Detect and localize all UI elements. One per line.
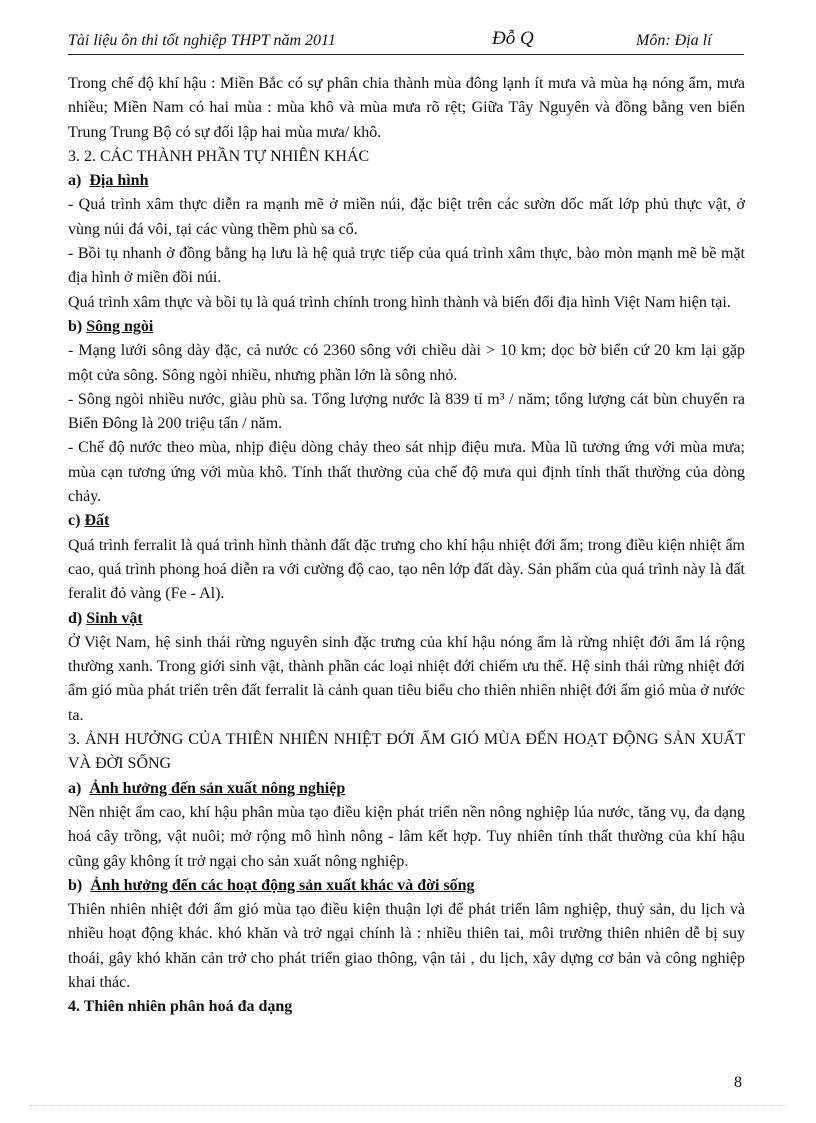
subsection-label: c) — [68, 512, 85, 530]
page-body — [68, 72, 745, 1020]
footer-divider — [30, 1105, 786, 1106]
paragraph: Quá trình ferralit là quá trình hình thành đất đặc trưng cho khí hậu nhiệt đới ẩm; trong điều kiện nhiệt ẩm cao, quá trình phong hoá diễn ra với cường độ cao, tạo nên lớp đất dày. Sản phẩm của quá trình này là đất feralit đỏ vàng (Fe - Al). — [68, 536, 745, 603]
section-heading: 3. 2. CÁC THÀNH PHẦN TỰ NHIÊN KHÁC — [68, 147, 370, 165]
paragraph: - Bồi tụ nhanh ở đồng bằng hạ lưu là hệ quả trực tiếp của quá trình xâm thực, bào mòn mạnh mẽ bề mặt địa hình ở miền đồi núi. — [68, 245, 745, 287]
paragraph: Nền nhiệt ẩm cao, khí hậu phân mùa tạo điều kiện phát triển nền nông nghiệp lúa nước, tăng vụ, đa dạng hoá cây trồng, vật nuôi; mở rộng mô hình nông - lâm kết hợp. Tuy nhiên tính thất thường của khí hậu cũng gây không ít trở ngại cho sản xuất nông nghiệp. — [68, 803, 745, 870]
subsection-title: Đất — [84, 512, 110, 530]
subsection-label: b) — [68, 876, 91, 894]
section-heading: 4. Thiên nhiên phân hoá đa dạng — [68, 998, 293, 1016]
subsection-label: d) — [68, 609, 87, 627]
subsection-heading — [68, 607, 745, 631]
subsection-title: Sinh vật — [86, 609, 143, 627]
subsection-label: a) — [68, 779, 90, 797]
subsection-title: Ảnh hưởng đến các hoạt động sản xuất khác và đời sống — [90, 876, 475, 894]
paragraph: - Chế độ nước theo mùa, nhịp điệu dòng chảy theo sát nhịp điệu mưa. Mùa lũ tương ứng với mùa mưa; mùa cạn tương ứng với mùa khô. Tính thất thường của chế độ mưa qui định tính thất thường của dòng chảy. — [68, 439, 745, 506]
subsection-title: Sông ngòi — [86, 317, 154, 335]
section-heading: 3. ẢNH HƯỞNG CỦA THIÊN NHIÊN NHIỆT ĐỚI ẨM GIÓ MÙA ĐẾN HOẠT ĐỘNG SẢN XUẤT VÀ ĐỜI SỐNG — [68, 731, 745, 773]
header-subject: Môn: Địa lí — [636, 32, 712, 49]
page-header — [68, 28, 744, 55]
subsection-title: Ảnh hưởng đến sản xuất nông nghiệp — [89, 779, 346, 797]
subsection-label: a) — [68, 172, 90, 190]
paragraph: Thiên nhiên nhiệt đới ẩm gió mùa tạo điều kiện thuận lợi để phát triển lâm nghiệp, thuỷ sản, du lịch và nhiều hoạt động khác. khó khăn và trở ngại chính là : nhiều thiên tai, môi trường thiên nhiên dễ bị suy thoái, gây khó khăn cản trở cho phát triển giao thông, vận tải , du lịch, xây dựng cơ bản và công nghiệp khai thác. — [68, 901, 745, 991]
paragraph: - Sông ngòi nhiều nước, giàu phù sa. Tổng lượng nước là 839 tỉ m³ / năm; tổng lượng cát bùn chuyển ra Biển Đông là 200 triệu tấn / năm. — [68, 390, 745, 433]
subsection-heading — [68, 509, 745, 533]
paragraph: Trong chế độ khí hậu : Miền Bắc có sự phân chia thành mùa đông lạnh ít mưa và mùa hạ nóng ẩm, mưa nhiều; Miền Nam có hai mùa : mùa khô và mùa mưa rõ rệt; Giữa Tây Nguyên và đồng bằng ven biển Trung Trung Bộ có sự đối lập hai mùa mưa/ khô. — [68, 75, 745, 141]
subsection-label: b) — [68, 317, 87, 335]
subsection-heading — [68, 874, 745, 898]
header-doc-title: Tài liệu ôn thi tốt nghiệp THPT năm 2011 — [68, 32, 336, 49]
paragraph: Quá trình xâm thực và bồi tụ là quá trình chính trong hình thành và biến đổi địa hình Việt Nam hiện tại. — [68, 293, 731, 311]
paragraph: - Mạng lưới sông dày đặc, cả nước có 2360 sông với chiều dài > 10 km; dọc bờ biển cứ 20 km lại gặp một cửa sông. Sông ngòi nhiều, nhưng phần lớn là sông nhỏ. — [68, 342, 745, 384]
paragraph: Ở Việt Nam, hệ sinh thái rừng nguyên sinh đặc trưng của khí hậu nóng ẩm là rừng nhiệt đới ẩm lá rộng thường xanh. Trong giới sinh vật, thành phần các loại nhiệt đới chiếm ưu thế. Hệ sinh thái rừng nhiệt đới ẩm gió mùa phát triển trên đất ferralit là cảnh quan tiêu biểu cho thiên nhiên nhiệt đới ẩm gió mùa ở nước ta. — [68, 633, 745, 724]
page-number: 8 — [734, 1074, 742, 1091]
header-author-logo: Đỗ Q — [492, 28, 534, 49]
subsection-title: Địa hình — [89, 172, 149, 190]
subsection-heading — [68, 169, 745, 193]
subsection-heading — [68, 777, 745, 801]
subsection-heading — [68, 315, 745, 339]
paragraph: - Quá trình xâm thực diễn ra mạnh mẽ ở miền núi, đặc biệt trên các sườn dốc mất lớp phủ thực vật, ở vùng núi đá vôi, tại các vùng thềm phù sa cổ. — [68, 196, 745, 238]
